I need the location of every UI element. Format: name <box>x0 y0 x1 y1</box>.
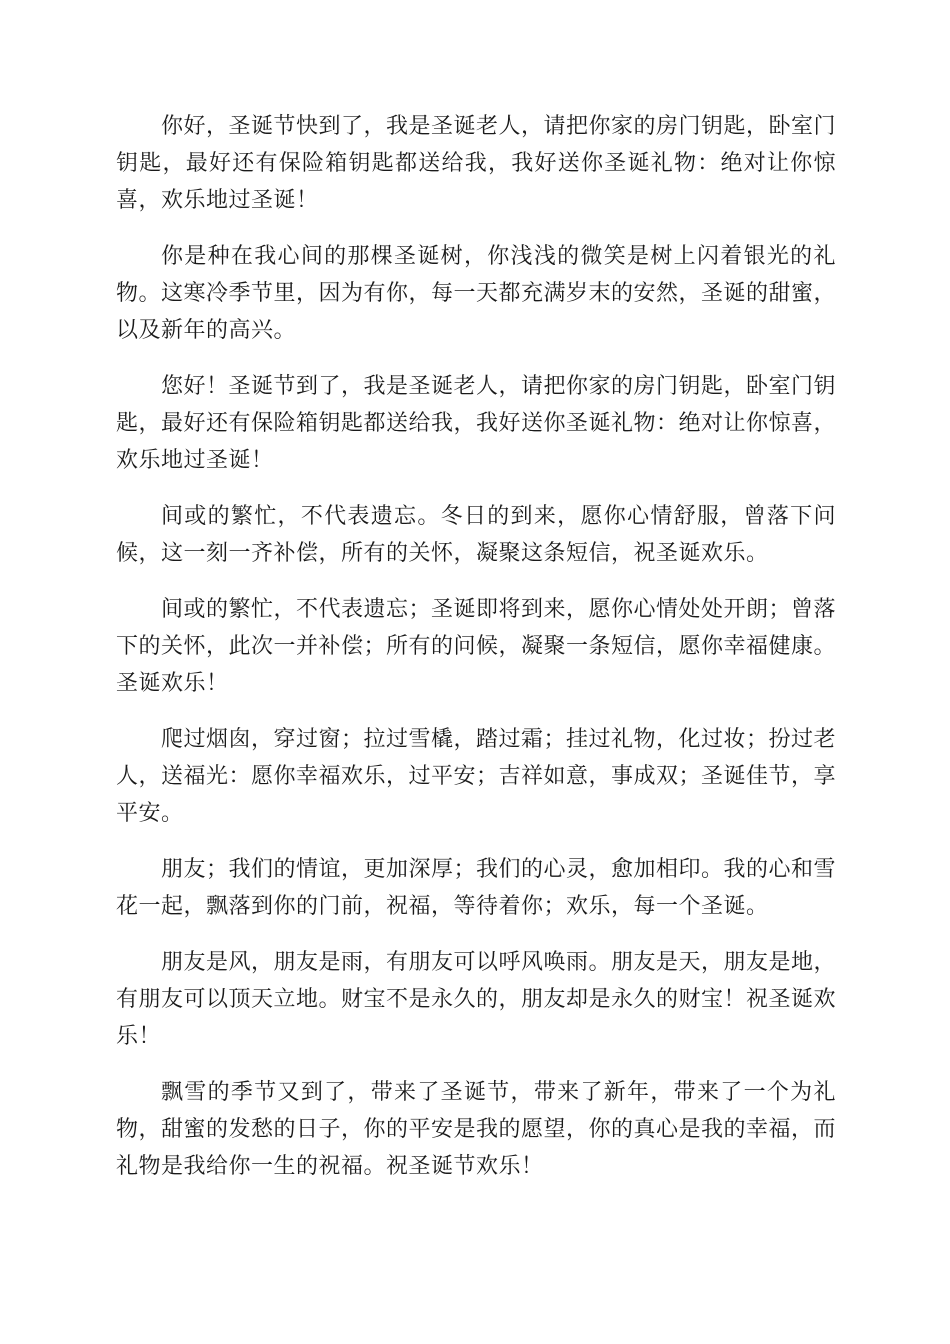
paragraph-4: 间或的繁忙，不代表遗忘。冬日的到来，愿你心情舒服，曾落下问候，这一刻一齐补偿，所有的关怀，凝聚这条短信，祝圣诞欢乐。 <box>116 504 836 566</box>
paragraph-5: 间或的繁忙，不代表遗忘；圣诞即将到来，愿你心情处处开朗；曾落下的关怀，此次一并补偿；所有的问候，凝聚一条短信，愿你幸福健康。圣诞欢乐！ <box>116 597 837 696</box>
paragraph-6: 爬过烟囱，穿过窗；拉过雪橇，踏过霜；挂过礼物，化过妆；扮过老人，送福光：愿你幸福欢乐，过平安；吉祥如意，事成双；圣诞佳节，享平安。 <box>116 727 837 826</box>
paragraph-1: 你好，圣诞节快到了，我是圣诞老人，请把你家的房门钥匙，卧室门钥匙，最好还有保险箱钥匙都送给我，我好送你圣诞礼物：绝对让你惊喜，欢乐地过圣诞！ <box>116 114 837 213</box>
paragraph-2: 你是种在我心间的那棵圣诞树，你浅浅的微笑是树上闪着银光的礼物。这寒冷季节里，因为有你，每一天都充满岁末的安然，圣诞的甜蜜，以及新年的高兴。 <box>116 244 837 343</box>
paragraph-8: 朋友是风，朋友是雨，有朋友可以呼风唤雨。朋友是天，朋友是地，有朋友可以顶天立地。财宝不是永久的，朋友却是永久的财宝！祝圣诞欢乐！ <box>116 950 837 1049</box>
paragraph-7: 朋友；我们的情谊，更加深厚；我们的心灵，愈加相印。我的心和雪花一起，飘落到你的门前，祝福，等待着你；欢乐，每一个圣诞。 <box>116 857 837 919</box>
paragraph-3: 您好！圣诞节到了，我是圣诞老人，请把你家的房门钥匙，卧室门钥匙，最好还有保险箱钥匙都送给我，我好送你圣诞礼物：绝对让你惊喜，欢乐地过圣诞！ <box>116 374 837 473</box>
paragraph-9: 飘雪的季节又到了，带来了圣诞节，带来了新年，带来了一个为礼物，甜蜜的发愁的日子，你的平安是我的愿望，你的真心是我的幸福，而礼物是我给你一生的祝福。祝圣诞节欢乐！ <box>116 1080 837 1179</box>
document-body <box>116 108 836 1204</box>
